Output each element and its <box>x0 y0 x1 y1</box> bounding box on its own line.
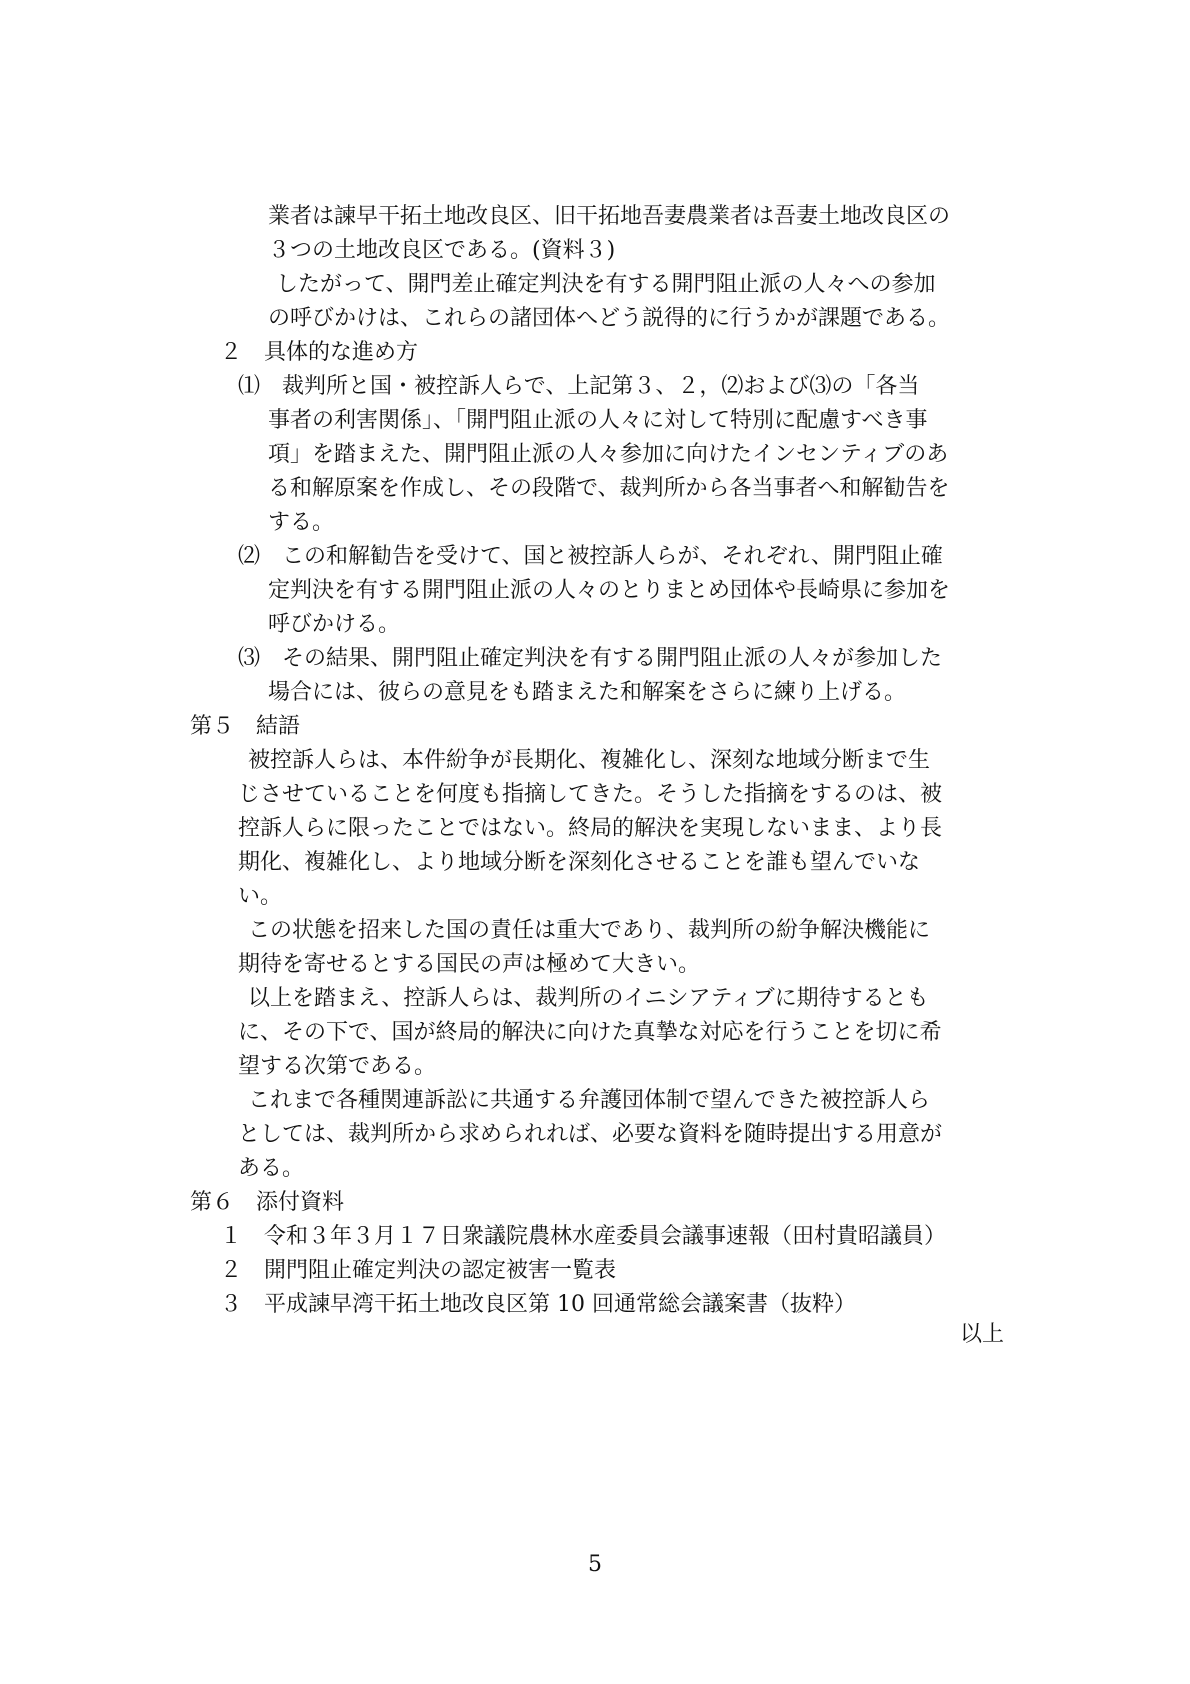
text-line: としては、裁判所から求められれば、必要な資料を随時提出する用意が <box>238 1122 943 1147</box>
text-line: い。 <box>238 884 283 909</box>
section-heading: ２ 具体的な進め方 <box>220 340 419 365</box>
page-number: 5 <box>588 1552 602 1577</box>
list-item: ⑵ この和解勧告を受けて、国と被控訴人らが、それぞれ、開門阻止確 <box>238 544 943 569</box>
text-line: 事者の利害関係」、「開門阻止派の人々に対して特別に配慮すべき事 <box>268 408 928 433</box>
text-line: 場合には、彼らの意見をも踏まえた和解案をさらに練り上げる。 <box>268 680 907 705</box>
text-line: る和解原案を作成し、その段階で、裁判所から各当事者へ和解勧告を <box>268 476 950 501</box>
text-line: する。 <box>268 510 335 535</box>
text-line: 定判決を有する開門阻止派の人々のとりまとめ団体や長崎県に参加を <box>268 578 951 603</box>
text-line: 被控訴人らは、本件紛争が長期化、複雑化し、深刻な地域分断まで生 <box>248 748 931 773</box>
attachment-item: ２ 開門阻止確定判決の認定被害一覧表 <box>220 1258 617 1283</box>
text-line: に、その下で、国が終局的解決に向けた真摯な対応を行うことを切に希 <box>238 1020 942 1045</box>
text-line: 期化、複雑化し、より地域分断を深刻化させることを誰も望んでいな <box>238 850 921 875</box>
text-line: 控訴人らに限ったことではない。終局的解決を実現しないまま、より長 <box>238 816 943 841</box>
text-line: ３つの土地改良区である。(資料３) <box>268 238 616 263</box>
text-line: 呼びかける。 <box>268 612 401 637</box>
text-line: 望する次第である。 <box>238 1054 437 1079</box>
text-line: この状態を招来した国の責任は重大であり、裁判所の紛争解決機能に <box>248 918 931 943</box>
attachment-item: ３ 平成諫早湾干拓土地改良区第 10 回通常総会議案書（抜粋） <box>220 1292 856 1317</box>
section-heading: 第５ 結語 <box>190 714 301 739</box>
text-line: じさせていることを何度も指摘してきた。そうした指摘をするのは、被 <box>238 782 943 807</box>
text-line: したがって、開門差止確定判決を有する開門阻止派の人々への参加 <box>276 272 936 297</box>
list-item: ⑶ その結果、開門阻止確定判決を有する開門阻止派の人々が参加した <box>238 646 943 671</box>
text-line: 期待を寄せるとする国民の声は極めて大きい。 <box>238 952 701 977</box>
text-line: 以上を踏まえ、控訴人らは、裁判所のイニシアティブに期待するとも <box>248 986 929 1011</box>
closing-text: 以上 <box>960 1322 1005 1347</box>
text-line: 項」を踏まえた、開門阻止派の人々参加に向けたインセンティブのあ <box>268 442 949 467</box>
text-line: の呼びかけは、これらの諸団体へどう説得的に行うかが課題である。 <box>268 306 951 331</box>
text-line: これまで各種関連訴訟に共通する弁護団体制で望んできた被控訴人ら <box>248 1088 931 1113</box>
list-item: ⑴ 裁判所と国・被控訴人らで、上記第３、２，⑵および⑶の「各当 <box>238 374 920 399</box>
text-line: 業者は諫早干拓土地改良区、旧干拓地吾妻農業者は吾妻土地改良区の <box>268 204 951 229</box>
attachment-item: １ 令和３年３月１７日衆議院農林水産委員会議事速報（田村貴昭議員） <box>220 1224 947 1249</box>
section-heading: 第６ 添付資料 <box>190 1190 345 1215</box>
text-line: ある。 <box>238 1156 305 1181</box>
